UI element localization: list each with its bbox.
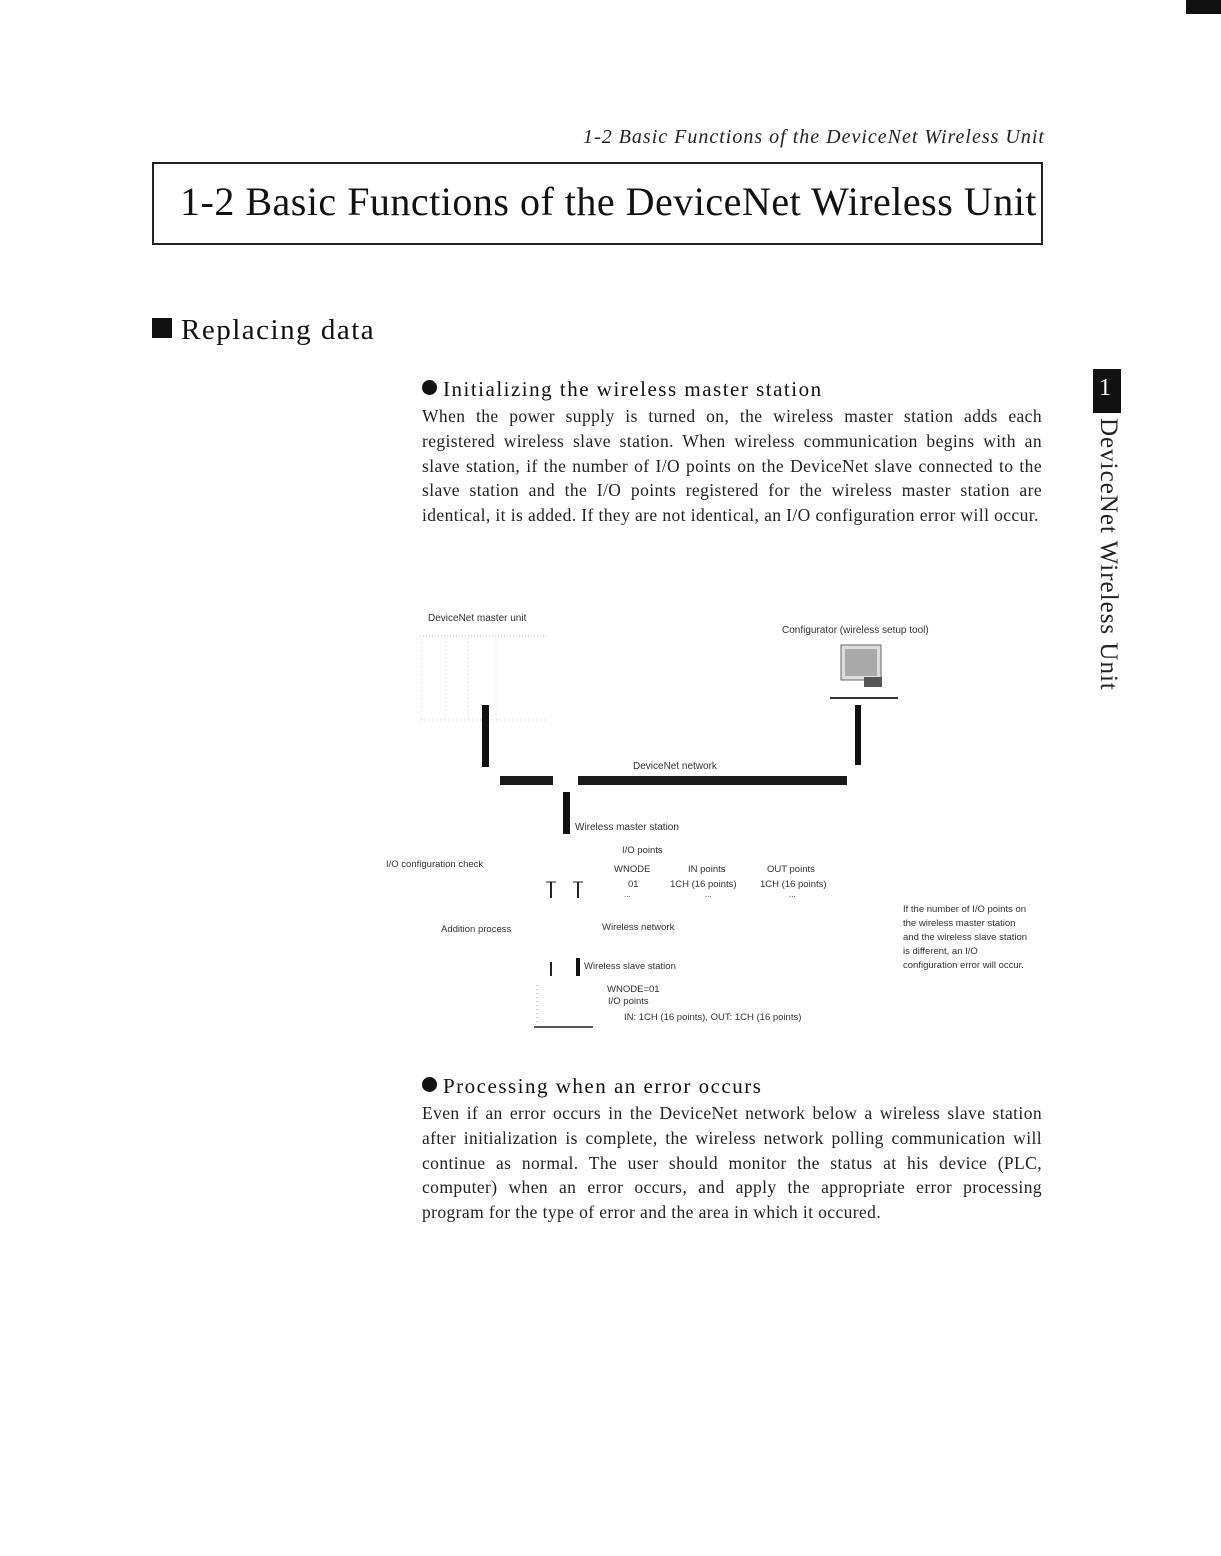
configurator-label: Configurator (wireless setup tool) <box>782 625 929 636</box>
configurator-drop-line <box>855 705 861 765</box>
slave-station-label: Wireless slave station <box>584 961 676 972</box>
table-cell-out: 1CH (16 points) <box>760 879 827 890</box>
table-cell-in: 1CH (16 points) <box>670 879 737 890</box>
page-title: 1-2 Basic Functions of the DeviceNet Wireless Unit <box>180 179 1037 224</box>
io-check-label: I/O configuration check <box>386 859 484 870</box>
paragraph-error: Even if an error occurs in the DeviceNet network below a wireless slave station after initialization is complete, the wireless network polling communication will continue as normal. The user should monitor the status at his device (PLC, computer) when an error occurs, and apply the appropriate error processing program for the type of error and the area in which it occured. <box>422 1103 1042 1223</box>
slave-io-detail: IN: 1CH (16 points), OUT: 1CH (16 points) <box>624 1012 802 1023</box>
subsection-heading-error <box>422 1074 762 1099</box>
table-header-in: IN points <box>688 864 726 875</box>
table-header-out: OUT points <box>767 864 815 875</box>
table-header-wnode: WNODE <box>614 864 651 875</box>
master-station-drop-line <box>563 792 570 834</box>
computer-icon <box>830 645 898 698</box>
table-ellipsis-in: ... <box>705 890 712 899</box>
section-heading-text: Replacing data <box>181 314 376 346</box>
slave-wnode: WNODE=01 <box>607 984 660 995</box>
master-station-label: Wireless master station <box>575 822 679 833</box>
table-ellipsis-out: ... <box>789 890 796 899</box>
check-arrows <box>546 882 583 898</box>
slave-io-label: I/O points <box>608 996 649 1007</box>
addition-label: Addition process <box>441 924 512 935</box>
round-bullet-icon <box>422 1077 437 1092</box>
table-ellipsis-wnode: ... <box>624 890 631 899</box>
subsection-heading-text: Initializing the wireless master station <box>443 377 823 401</box>
chapter-side-label: DeviceNet Wireless Unit <box>1095 418 1122 691</box>
note-line: is different, an I/O <box>903 946 978 957</box>
network-trunk-left <box>500 776 553 785</box>
chapter-number: 1 <box>1099 375 1111 401</box>
note-line: and the wireless slave station <box>903 932 1028 943</box>
table-cell-wnode: 01 <box>628 879 639 890</box>
io-points-label: I/O points <box>622 845 663 856</box>
network-label: DeviceNet network <box>633 761 717 772</box>
note-line: configuration error will occur. <box>903 960 1024 971</box>
network-trunk-right <box>578 776 847 785</box>
wireless-network-label: Wireless network <box>602 922 675 933</box>
master-unit-label: DeviceNet master unit <box>428 613 527 624</box>
slave-station-marker <box>576 958 580 976</box>
running-header: 1-2 Basic Functions of the DeviceNet Wireless Unit <box>583 126 1045 148</box>
master-unit-drop-line <box>482 705 489 767</box>
paragraph-initializing: When the power supply is turned on, the wireless master station adds each registered wireless slave station. When wireless communication begins with an slave station, if the number of I/O points on the DeviceNet slave connected to the slave station and the I/O points registered for the wireless master station are identical, it is added. If they are not identical, an I/O configuration error will occur. <box>422 406 1042 526</box>
note-line: If the number of I/O points on <box>903 904 1027 915</box>
subsection-heading-text: Processing when an error occurs <box>443 1074 763 1098</box>
note-line: the wireless master station <box>903 918 1016 929</box>
